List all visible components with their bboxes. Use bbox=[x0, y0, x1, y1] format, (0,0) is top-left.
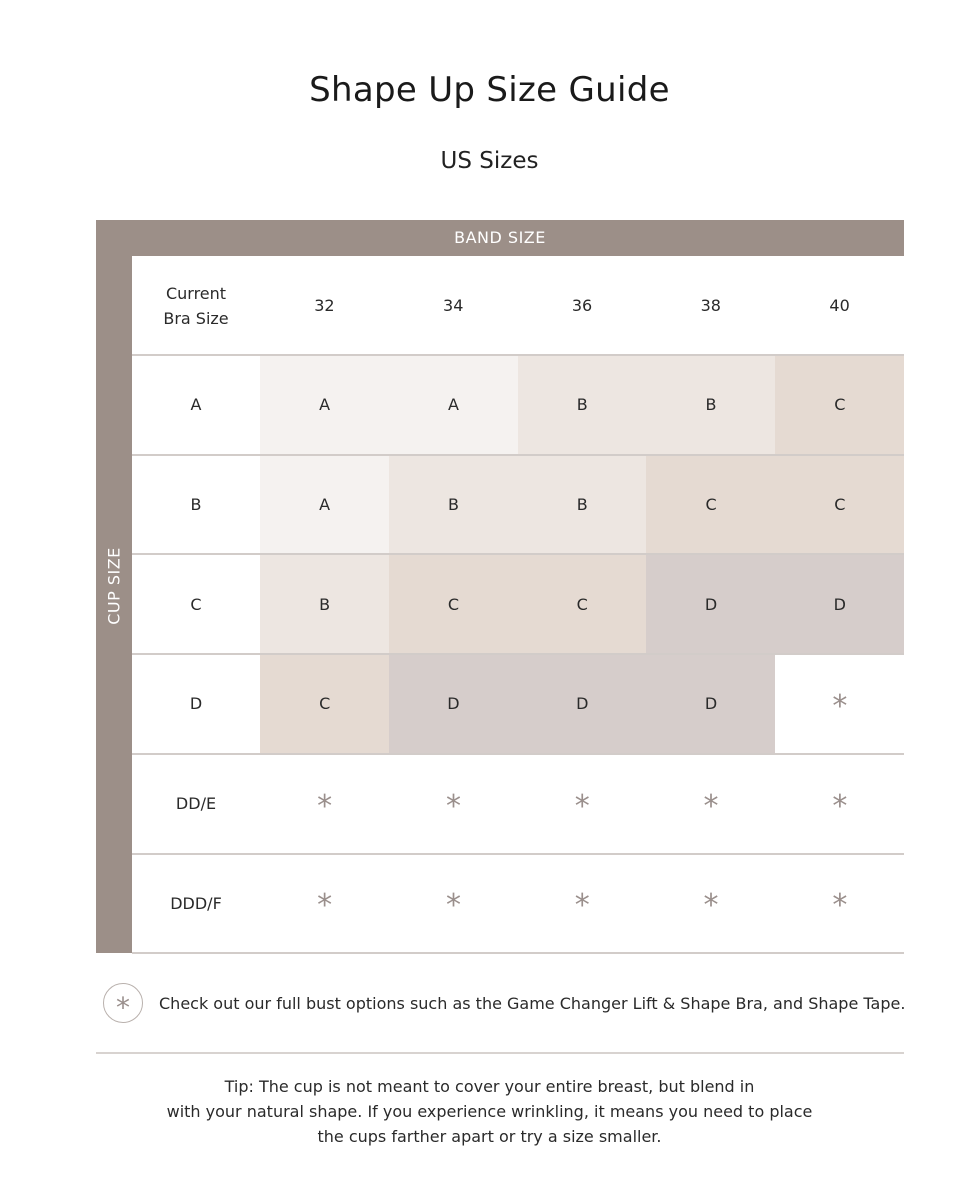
size-value: C bbox=[705, 495, 717, 515]
size-value: C bbox=[447, 594, 460, 614]
recommended-size-cell bbox=[646, 654, 775, 754]
row-divider bbox=[132, 553, 904, 555]
asterisk-icon: * bbox=[317, 788, 333, 824]
size-value: D bbox=[833, 594, 846, 614]
divider bbox=[96, 1052, 904, 1054]
row-divider bbox=[132, 653, 904, 655]
recommended-size-cell bbox=[518, 754, 647, 854]
header-corner-line: Current bbox=[165, 283, 227, 303]
recommended-size-cell bbox=[775, 654, 904, 754]
recommended-size-cell bbox=[775, 355, 904, 455]
size-value: C bbox=[319, 694, 331, 714]
recommended-size-cell bbox=[518, 654, 647, 754]
size-value: A bbox=[447, 395, 459, 415]
band-size-36: 36 bbox=[571, 296, 593, 315]
recommended-size-cell bbox=[260, 654, 389, 754]
recommended-size-cell bbox=[389, 654, 518, 754]
page-title: Shape Up Size Guide bbox=[309, 70, 670, 110]
recommended-size-cell bbox=[775, 554, 904, 654]
size-value: B bbox=[705, 395, 717, 415]
recommended-size-cell bbox=[389, 854, 518, 954]
recommended-size-cell bbox=[775, 754, 904, 854]
recommended-size-cell bbox=[518, 854, 647, 954]
recommended-size-cell bbox=[646, 754, 775, 854]
recommended-size-cell bbox=[646, 854, 775, 954]
recommended-size-cell bbox=[775, 455, 904, 555]
current-cup-b: B bbox=[190, 495, 202, 515]
size-value: D bbox=[576, 694, 589, 714]
recommended-size-cell bbox=[518, 455, 647, 555]
size-value: D bbox=[704, 594, 718, 614]
row-divider bbox=[132, 354, 904, 356]
size-value: A bbox=[319, 395, 331, 415]
size-value: D bbox=[447, 694, 460, 714]
size-value: C bbox=[834, 395, 846, 415]
header-corner-line: Bra Size bbox=[163, 308, 229, 328]
recommended-size-cell bbox=[646, 355, 775, 455]
cup-size-label: CUP SIZE bbox=[104, 547, 124, 625]
band-size-34: 34 bbox=[443, 296, 464, 315]
tip-line: Tip: The cup is not meant to cover your entire breast, but blend in bbox=[224, 1077, 755, 1096]
recommended-size-cell bbox=[389, 355, 518, 455]
legend-text: Check out our full bust options such as the Game Changer Lift & Shape Bra, and Shape Tape. bbox=[159, 994, 906, 1013]
recommended-size-cell bbox=[389, 554, 518, 654]
size-chart-grid bbox=[132, 256, 904, 953]
asterisk-icon: * bbox=[832, 788, 848, 824]
size-value: C bbox=[834, 495, 846, 515]
size-value: C bbox=[576, 594, 588, 614]
tip-line: the cups farther apart or try a size smaller. bbox=[317, 1127, 662, 1146]
tip-text bbox=[0, 1074, 979, 1149]
size-value: A bbox=[319, 495, 331, 515]
asterisk-icon: * bbox=[574, 888, 590, 924]
current-cup-a: A bbox=[190, 395, 202, 415]
band-size-38: 38 bbox=[700, 296, 721, 315]
recommended-size-cell bbox=[389, 455, 518, 555]
current-cup-d: D bbox=[189, 694, 203, 714]
size-value: D bbox=[704, 694, 718, 714]
asterisk-icon: * bbox=[574, 788, 590, 824]
row-divider bbox=[132, 753, 904, 755]
size-value: B bbox=[576, 395, 588, 415]
legend bbox=[103, 983, 906, 1025]
asterisk-icon: * bbox=[317, 888, 333, 924]
current-cup-dd-e: DD/E bbox=[175, 794, 217, 814]
recommended-size-cell bbox=[260, 554, 389, 654]
asterisk-icon: * bbox=[703, 888, 719, 924]
recommended-size-cell bbox=[260, 754, 389, 854]
size-value: B bbox=[319, 594, 331, 614]
band-size-header: BAND SIZE bbox=[96, 220, 904, 256]
asterisk-icon: * bbox=[832, 688, 848, 724]
row-divider bbox=[132, 952, 904, 954]
recommended-size-cell bbox=[646, 455, 775, 555]
recommended-size-cell bbox=[646, 554, 775, 654]
tip-line: with your natural shape. If you experience wrinkling, it means you need to place bbox=[166, 1102, 813, 1121]
size-value: B bbox=[447, 495, 459, 515]
asterisk-icon: * bbox=[445, 888, 461, 924]
band-size-40: 40 bbox=[829, 296, 850, 315]
row-divider bbox=[132, 454, 904, 456]
asterisk-icon: * bbox=[445, 788, 461, 824]
recommended-size-cell bbox=[518, 355, 647, 455]
asterisk-icon: * bbox=[103, 983, 143, 1023]
recommended-size-cell bbox=[518, 554, 647, 654]
header-current-bra-size bbox=[132, 256, 260, 355]
recommended-size-cell bbox=[389, 754, 518, 854]
band-size-32: 32 bbox=[314, 296, 335, 315]
recommended-size-cell bbox=[260, 355, 389, 455]
asterisk-icon: * bbox=[703, 788, 719, 824]
recommended-size-cell bbox=[775, 854, 904, 954]
recommended-size-cell bbox=[260, 455, 389, 555]
asterisk-icon: * bbox=[832, 888, 848, 924]
current-cup-ddd-f: DDD/F bbox=[170, 893, 222, 913]
current-cup-c: C bbox=[190, 594, 202, 614]
size-value: B bbox=[576, 495, 588, 515]
page-subtitle: US Sizes bbox=[440, 148, 539, 174]
row-divider bbox=[132, 853, 904, 855]
recommended-size-cell bbox=[260, 854, 389, 954]
